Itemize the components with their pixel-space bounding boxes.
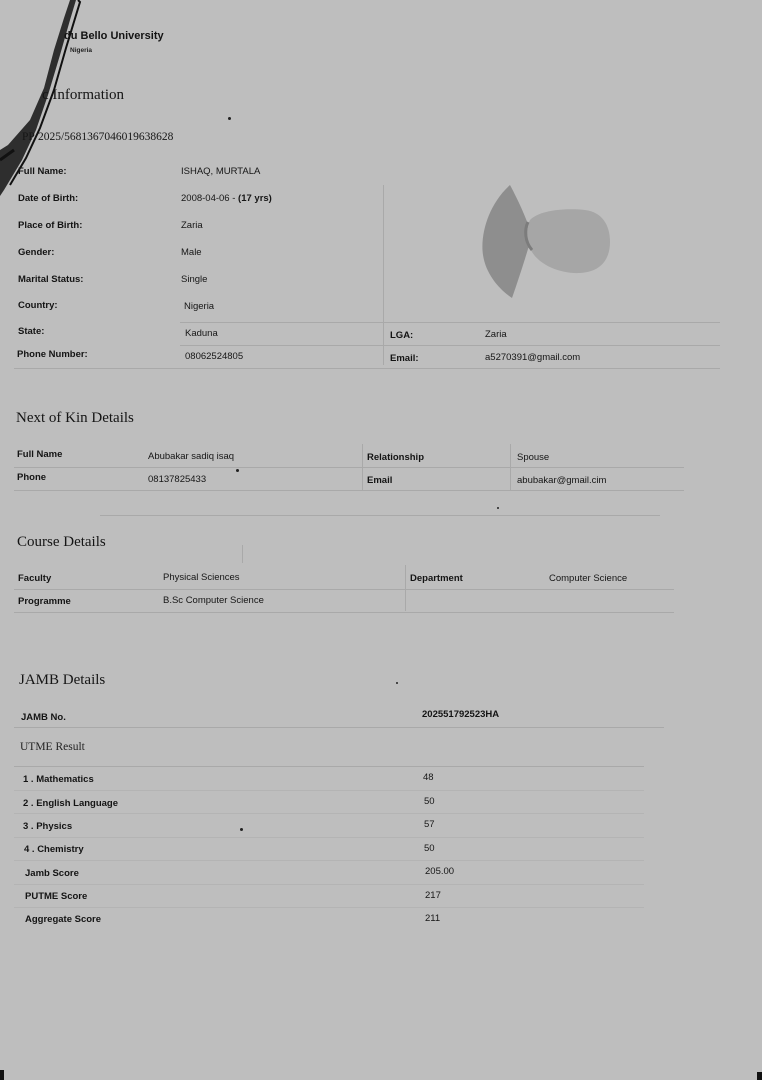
table-rule — [14, 907, 644, 908]
nok-email-value: abubakar@gmail.cim — [517, 475, 607, 486]
jamb-no-label: JAMB No. — [21, 712, 66, 723]
country-label: Country: — [18, 300, 58, 311]
result-label: 2 . English Language — [23, 798, 119, 809]
result-value: 205.00 — [425, 866, 455, 877]
marital-status-value: Single — [181, 274, 208, 285]
table-rule — [14, 368, 720, 369]
result-label: 1 . Mathematics — [23, 774, 94, 785]
marital-status-label: Marital Status: — [18, 274, 84, 285]
result-label: Jamb Score — [25, 868, 79, 879]
table-divider — [510, 444, 511, 490]
table-rule — [14, 790, 644, 791]
result-value: 50 — [424, 843, 435, 854]
table-rule — [14, 860, 644, 861]
result-label: 4 . Chemistry — [24, 844, 84, 855]
country-value: Nigeria — [184, 301, 215, 312]
state-label: State: — [18, 326, 45, 337]
full-name-label: Full Name: — [18, 166, 67, 177]
jamb-details-title: JAMB Details — [19, 672, 106, 688]
result-value: 217 — [425, 890, 441, 901]
speck — [236, 469, 239, 472]
faculty-label: Faculty — [18, 573, 52, 584]
passport-photo — [480, 180, 615, 305]
table-divider — [242, 545, 243, 563]
jamb-no-value: 202551792523HA — [422, 709, 500, 720]
result-value: 57 — [424, 819, 435, 830]
lga-label: LGA: — [390, 330, 414, 341]
result-value: 50 — [424, 796, 435, 807]
table-rule — [180, 322, 720, 323]
utme-result-title: UTME Result — [20, 741, 85, 753]
application-number: PP/2025/5681367046019638628 — [22, 131, 174, 143]
state-value: Kaduna — [185, 328, 218, 339]
result-value: 211 — [425, 913, 441, 924]
scan-edge-mark — [0, 1070, 4, 1080]
result-label: PUTME Score — [25, 891, 88, 902]
nok-full-name-label: Full Name — [17, 449, 63, 460]
email-value: a5270391@gmail.com — [485, 352, 581, 363]
table-rule — [14, 727, 664, 728]
table-rule — [14, 589, 674, 590]
email-label: Email: — [390, 353, 419, 364]
table-rule — [14, 612, 674, 613]
scan-edge-mark — [757, 1072, 762, 1080]
speck — [497, 507, 499, 509]
gender-value: Male — [181, 247, 202, 258]
gender-label: Gender: — [18, 247, 55, 258]
next-of-kin-title: Next of Kin Details — [16, 410, 134, 426]
table-rule — [14, 813, 644, 814]
full-name-value: ISHAQ, MURTALA — [181, 166, 261, 177]
pob-label: Place of Birth: — [18, 220, 83, 231]
result-value: 48 — [423, 772, 434, 783]
faculty-value: Physical Sciences — [163, 572, 240, 583]
result-label: Aggregate Score — [25, 914, 102, 925]
table-divider — [405, 565, 406, 611]
dob-age: (17 yrs) — [238, 193, 272, 204]
nok-relationship-value: Spouse — [517, 452, 550, 463]
dob-label: Date of Birth: — [18, 193, 79, 204]
programme-label: Programme — [18, 596, 71, 607]
table-divider — [383, 185, 384, 365]
nok-phone-label: Phone — [17, 472, 47, 483]
department-label: Department — [410, 573, 463, 584]
nok-full-name-value: Abubakar sadiq isaq — [148, 451, 235, 462]
table-rule — [180, 345, 720, 346]
pob-value: Zaria — [181, 220, 203, 231]
speck — [240, 828, 243, 831]
nok-email-label: Email — [367, 475, 393, 486]
phone-number-label: Phone Number: — [17, 349, 88, 360]
nok-relationship-label: Relationship — [367, 452, 425, 463]
course-details-title: Course Details — [17, 534, 106, 550]
table-divider — [362, 444, 363, 490]
nok-phone-value: 08137825433 — [148, 474, 207, 485]
section-title: c Information — [42, 87, 125, 103]
department-value: Computer Science — [549, 573, 628, 584]
table-rule — [14, 766, 644, 767]
phone-number-value: 08062524805 — [185, 351, 244, 362]
speck — [396, 682, 398, 684]
table-rule — [100, 515, 660, 516]
dob-value — [181, 193, 272, 204]
university-country: Nigeria — [70, 47, 93, 54]
table-rule — [14, 884, 644, 885]
speck — [228, 117, 231, 120]
university-name: du Bello University — [64, 30, 164, 42]
result-label: 3 . Physics — [23, 821, 73, 832]
table-rule — [14, 837, 644, 838]
lga-value: Zaria — [485, 329, 507, 340]
programme-value: B.Sc Computer Science — [163, 595, 264, 606]
table-rule — [14, 490, 684, 491]
dob-date: 2008-04-06 - — [181, 193, 239, 204]
table-rule — [14, 467, 684, 468]
